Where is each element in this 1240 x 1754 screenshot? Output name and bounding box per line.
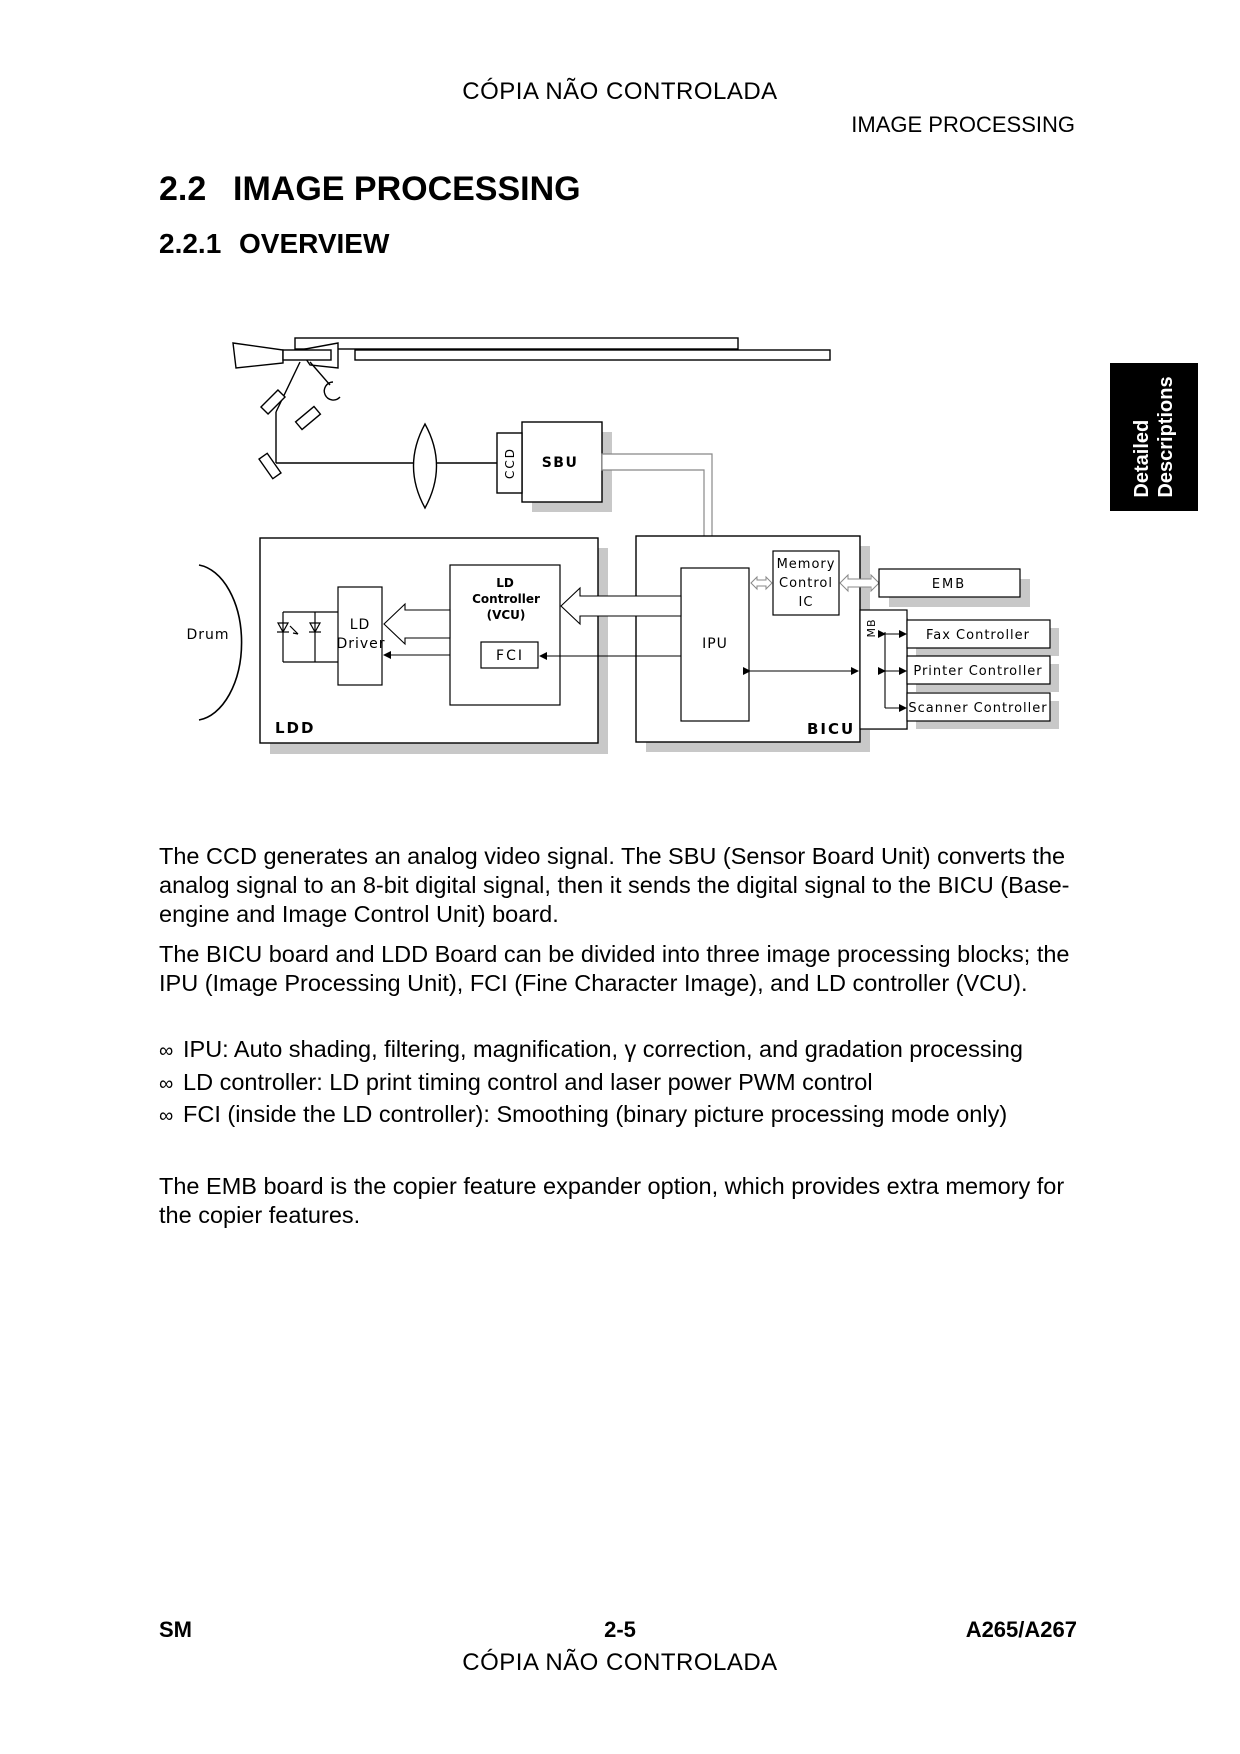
ld-controller-label-1: LD: [496, 576, 514, 590]
side-tab-line2: Descriptions: [1155, 376, 1177, 498]
scanner-controller-label: Scanner Controller: [908, 701, 1048, 716]
ld-controller-label-3: (VCU): [486, 608, 526, 622]
infinity-bullet-icon: ∞: [159, 1040, 174, 1062]
footer-right: A265/A267: [965, 1617, 1077, 1642]
fci-label: FCI: [496, 648, 524, 664]
sbu-block: [497, 422, 612, 512]
ccd-label: CCD: [503, 447, 517, 479]
ldd-board: [260, 538, 608, 754]
printer-controller-label: Printer Controller: [913, 664, 1043, 679]
subsection-number: 2.2.1: [159, 228, 222, 259]
paragraph-3: The EMB board is the copier feature expander option, which provides extra memory for the copier features.: [159, 1173, 1065, 1228]
emb-label: EMB: [931, 577, 967, 592]
overview-diagram: [0, 0, 1240, 800]
bicu-label: BICU: [807, 720, 856, 738]
ld-driver-label-1: LD: [349, 617, 371, 633]
list-item: ∞ LD controller: LD print timing control and laser power PWM control: [159, 1067, 1099, 1100]
footer-page-number: 2-5: [604, 1617, 636, 1642]
sbu-label: SBU: [541, 455, 579, 471]
ldd-label: LDD: [275, 719, 316, 737]
running-head: IMAGE PROCESSING: [851, 112, 1075, 137]
ld-driver-label-2: Driver: [336, 636, 386, 652]
watermark-bottom: CÓPIA NÃO CONTROLADA: [462, 1649, 778, 1676]
memory-label-2: Control: [779, 576, 833, 591]
list-item: ∞ FCI (inside the LD controller): Smoothing (binary picture processing mode only): [159, 1099, 1099, 1132]
ipu-label: IPU: [702, 636, 728, 652]
paragraph-1: The CCD generates an analog video signal. The SBU (Sensor Board Unit) converts the analog signal to an 8-bit digital signal, then it sends the digital signal to the BICU (Base-engine and Image Control Unit) board.: [159, 843, 1070, 927]
memory-label-1: Memory: [776, 557, 836, 572]
infinity-bullet-icon: ∞: [159, 1105, 174, 1127]
fax-controller-label: Fax Controller: [925, 628, 1031, 643]
list-item: ∞ IPU: Auto shading, filtering, magnification, γ correction, and gradation processing: [159, 1034, 1099, 1067]
side-tab-line1: Detailed: [1131, 419, 1153, 498]
footer-left: SM: [159, 1617, 192, 1642]
paragraph-2: The BICU board and LDD Board can be divided into three image processing blocks; the IPU (Image Processing Unit), FCI (Fine Character Image), and LD controller (VCU).: [159, 941, 1070, 996]
drum-label: Drum: [186, 627, 230, 643]
bicu-board: [636, 536, 870, 752]
subsection-title: OVERVIEW: [239, 228, 390, 259]
bullet-list: [159, 1034, 1099, 1132]
mb-label: MB: [865, 618, 878, 638]
infinity-bullet-icon: ∞: [159, 1072, 174, 1095]
section-title: IMAGE PROCESSING: [233, 170, 581, 208]
memory-label-3: IC: [798, 595, 814, 610]
ld-controller-label-2: Controller: [472, 592, 540, 606]
watermark-top: CÓPIA NÃO CONTROLADA: [462, 78, 778, 105]
controller-boxes: [907, 620, 1059, 729]
section-number: 2.2: [159, 170, 207, 208]
